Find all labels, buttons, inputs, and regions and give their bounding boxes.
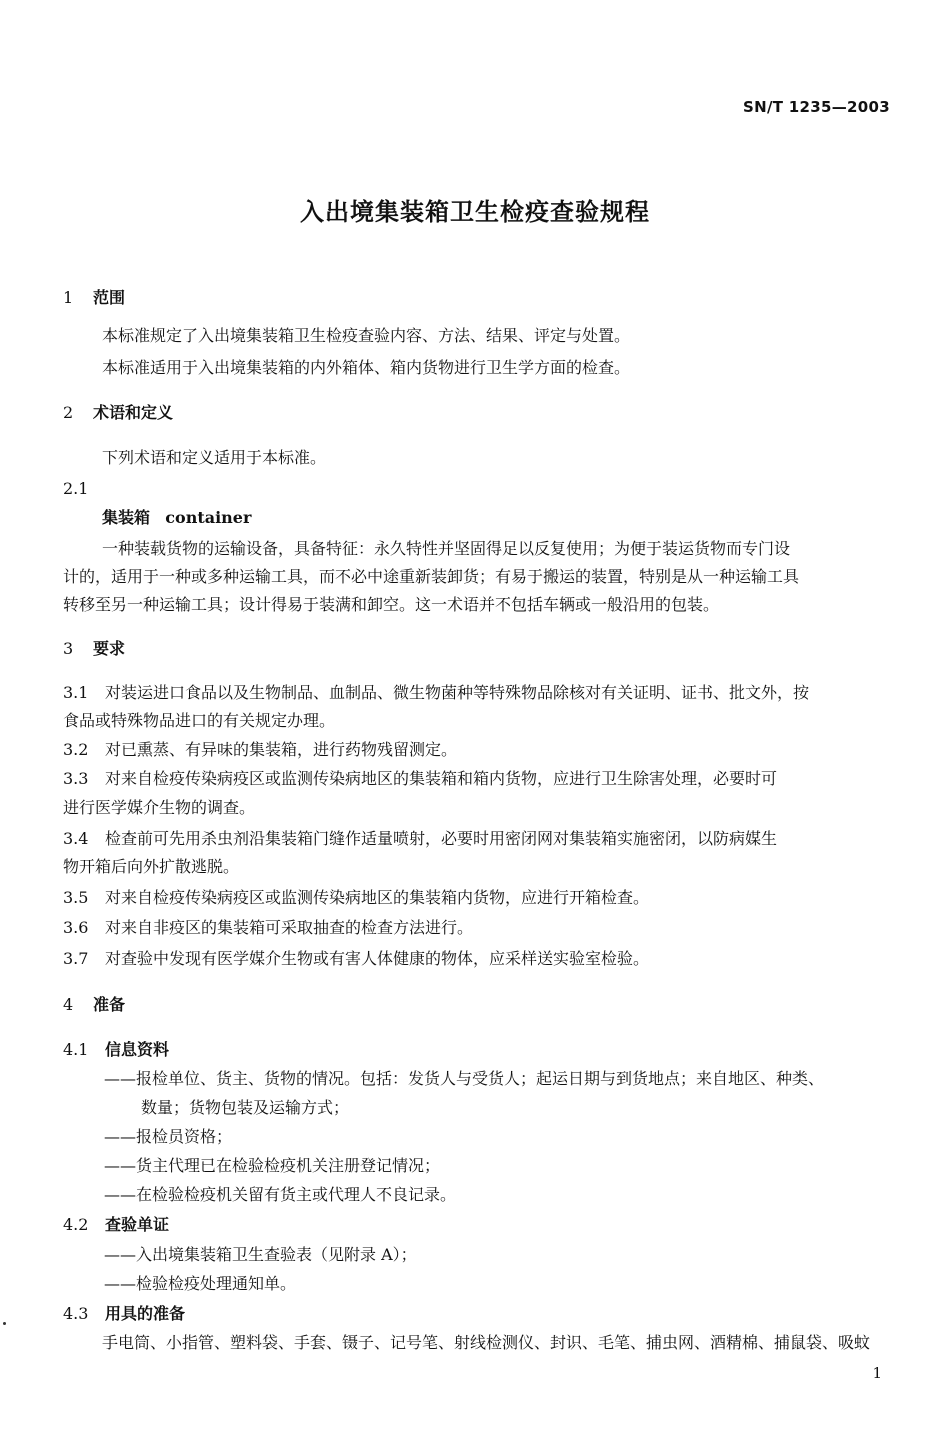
- clause-text: 对来自检疫传染病疫区或监测传染病地区的集装箱和箱内货物，应进行卫生除害处理，必要时可: [105, 769, 778, 788]
- definition-line: 转移至另一种运输工具；设计得易于装满和卸空。这一术语并不包括车辆或一般沿用的包装。: [63, 595, 720, 614]
- clause-number: 3.5: [63, 888, 89, 907]
- list-item: ——报检员资格；: [104, 1127, 233, 1146]
- term-english: container: [165, 508, 252, 527]
- clause: [63, 917, 894, 939]
- clause-number: 3.6: [63, 918, 89, 937]
- list-item: ——入出境集装箱卫生查验表（见附录 A）；: [104, 1245, 417, 1264]
- list-item: ——货主代理已在检验检疫机关注册登记情况；: [104, 1156, 441, 1175]
- section-title: 范围: [93, 288, 126, 307]
- term-entry: [102, 507, 894, 529]
- clause: [63, 739, 894, 761]
- clause-number: 3.4: [63, 829, 89, 848]
- document-title: 入出境集装箱卫生检疫查验规程: [300, 198, 650, 226]
- subsection-number: 4.1: [63, 1040, 89, 1059]
- definition-line: 计的，适用于一种或多种运输工具，而不必中途重新装卸货；有易于搬运的装置，特别是从一种运输工具: [63, 567, 800, 586]
- term-chinese: 集装箱: [102, 508, 151, 527]
- subsection-title: 查验单证: [105, 1215, 170, 1234]
- clause-text: 检查前可先用杀虫剂沿集装箱门缝作适量喷射，必要时用密闭网对集装箱实施密闭，以防病媒生: [105, 829, 778, 848]
- clause: [63, 682, 894, 704]
- list-item: ——检验检疫处理通知单。: [104, 1274, 297, 1293]
- clause-continuation: 食品或特殊物品进口的有关规定办理。: [63, 711, 336, 730]
- section-number: 2: [63, 403, 74, 422]
- subsection-4-3-heading: [63, 1303, 894, 1325]
- list-item-continuation: 数量；货物包装及运输方式；: [141, 1098, 350, 1117]
- subsection-number: 4.3: [63, 1304, 89, 1323]
- clause-number: 3.2: [63, 740, 89, 759]
- section-number: 1: [63, 288, 74, 307]
- paragraph: 本标准适用于入出境集装箱的内外箱体、箱内货物进行卫生学方面的检查。: [102, 358, 631, 377]
- subsection-number: 2.1: [63, 479, 89, 498]
- subsection-number: 4.2: [63, 1215, 89, 1234]
- clause-text: 对已熏蒸、有异味的集装箱，进行药物残留测定。: [105, 740, 458, 759]
- standard-code: SN/T 1235—2003: [743, 98, 890, 116]
- section-number: 4: [63, 995, 74, 1014]
- page-number: 1: [872, 1364, 882, 1382]
- list-item: ——在检验检疫机关留有货主或代理人不良记录。: [104, 1185, 457, 1204]
- clause-text: 对来自非疫区的集装箱可采取抽查的检查方法进行。: [105, 918, 474, 937]
- clause-text: 对来自检疫传染病疫区或监测传染病地区的集装箱内货物，应进行开箱检查。: [105, 888, 650, 907]
- section-1-heading: [63, 287, 894, 309]
- clause-text: 对查验中发现有医学媒介生物或有害人体健康的物体，应采样送实验室检验。: [105, 949, 650, 968]
- subsection-4-2-heading: [63, 1214, 894, 1236]
- clause-continuation: 物开箱后向外扩散逃脱。: [63, 857, 240, 876]
- definition-line: 一种装载货物的运输设备，具备特征：永久特性并坚固得足以反复使用；为便于装运货物而专门设: [102, 539, 791, 558]
- clause-number: 3.3: [63, 769, 89, 788]
- paragraph: 本标准规定了入出境集装箱卫生检疫查验内容、方法、结果、评定与处置。: [102, 326, 631, 345]
- section-title: 要求: [93, 639, 126, 658]
- paragraph: 下列术语和定义适用于本标准。: [102, 448, 327, 467]
- section-title: 术语和定义: [93, 403, 174, 422]
- clause-number: 3.1: [63, 683, 89, 702]
- section-4-heading: [63, 994, 894, 1016]
- paragraph: 手电筒、小指管、塑料袋、手套、镊子、记号笔、射线检测仪、封识、毛笔、捕虫网、酒精棉、捕鼠袋、吸蚊: [102, 1333, 871, 1352]
- scan-artifact: [3, 1322, 6, 1325]
- subsection-title: 信息资料: [105, 1040, 170, 1059]
- section-number: 3: [63, 639, 74, 658]
- clause: [63, 887, 894, 909]
- subsection-title: 用具的准备: [105, 1304, 186, 1323]
- section-title: 准备: [93, 995, 126, 1014]
- clause: [63, 768, 894, 790]
- clause: [63, 948, 894, 970]
- subsection-4-1-heading: [63, 1039, 894, 1061]
- clause: [63, 828, 894, 850]
- clause-continuation: 进行医学媒介生物的调查。: [63, 798, 256, 817]
- clause-number: 3.7: [63, 949, 89, 968]
- section-3-heading: [63, 638, 894, 660]
- list-item: ——报检单位、货主、货物的情况。包括：发货人与受货人；起运日期与到货地点；来自地区、种类、: [104, 1069, 825, 1088]
- section-2-heading: [63, 402, 894, 424]
- clause-text: 对装运进口食品以及生物制品、血制品、微生物菌种等特殊物品除核对有关证明、证书、批文外，按: [105, 683, 810, 702]
